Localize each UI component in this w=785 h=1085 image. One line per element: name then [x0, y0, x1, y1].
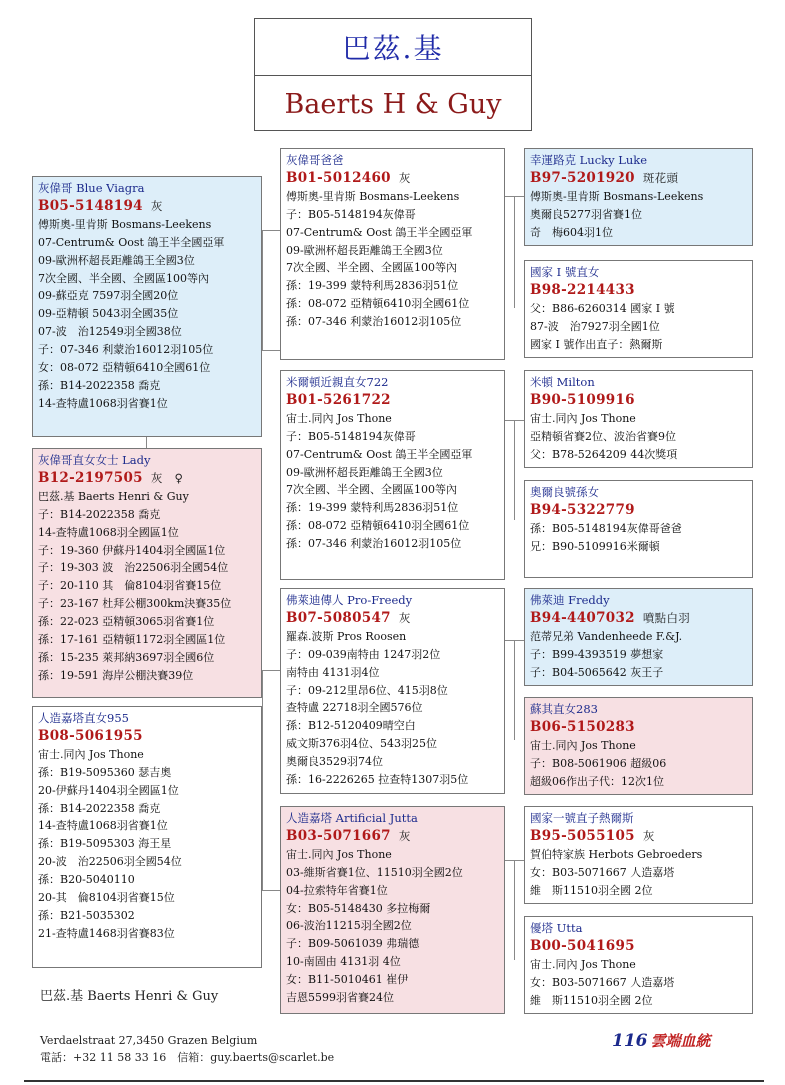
dam-sire-card: [280, 588, 505, 794]
pedigree-title: [254, 18, 532, 131]
record-line: 子：B09-5061039 弗瑞德: [286, 937, 420, 951]
sdd-name: 奧爾良號孫女: [530, 485, 599, 499]
ds-lines: [286, 628, 498, 789]
connector-ds-right-v: [514, 640, 515, 740]
sss-lines: [530, 188, 746, 242]
dss-ring: [530, 610, 746, 628]
dds-color: 灰: [642, 828, 655, 843]
logo-number: 116: [612, 1031, 648, 1051]
record-line: 07-Centrum& Oost 鴿王半全國亞軍: [38, 235, 225, 249]
record-line: 宙士.同內 Jos Thone: [38, 747, 144, 761]
connector-sd-right-v: [514, 420, 515, 520]
record-line: 孫：07-346 利蒙治16012羽105位: [286, 315, 462, 329]
sire-ring-number: B05-5148194: [38, 197, 143, 214]
dd-name: 人造嘉塔 Artificial Jutta: [286, 811, 418, 825]
record-line: 女：B11-5010461 崔伊: [286, 973, 409, 987]
record-line: 子：20-110 其 倫8104羽省賽15位: [38, 579, 222, 593]
sdd-card: [524, 480, 753, 578]
dsd-ring: [530, 719, 746, 737]
ssd-lines: [530, 300, 746, 354]
ds-color: 灰: [398, 610, 411, 625]
title-chinese: 巴茲.基: [255, 19, 531, 76]
record-line: 孫：B21-5035302: [38, 908, 135, 922]
dd-lines: [286, 846, 498, 1007]
dds-ring: [530, 828, 746, 846]
ds-ring: [286, 610, 498, 628]
ds-ring-number: B07-5080547: [286, 609, 391, 626]
dam-dam-ring-number: B08-5061955: [38, 727, 143, 744]
record-line: 孫：17-161 亞精頓1172羽全國區1位: [38, 633, 226, 647]
record-line: 子：09-212里昂6位、415羽8位: [286, 683, 448, 697]
dam-card: [32, 448, 262, 698]
record-line: 09-蘇亞克 7597羽全國20位: [38, 289, 179, 303]
record-line: 20-伊蘇丹1404羽全國區1位: [38, 783, 179, 797]
title-english: Baerts H & Guy: [284, 89, 502, 120]
record-line: 孫：19-399 蒙特利馬2836羽51位: [286, 279, 459, 293]
record-line: 宙士.同內 Jos Thone: [286, 411, 392, 425]
sds-ring: [530, 392, 746, 410]
dss-ring-number: B94-4407032: [530, 609, 635, 626]
ddd-ring: [530, 938, 746, 956]
record-line: 07-波 治12549羽全國38位: [38, 325, 182, 339]
record-line: 7次全國、半全國、全國區100等內: [286, 261, 457, 275]
dam-dam2-card: [280, 806, 505, 1014]
dam-dam-lines: [38, 746, 255, 943]
record-line: 子：B05-5148194灰偉哥: [286, 429, 416, 443]
record-line: 孫：22-023 亞精頓3065羽省賽1位: [38, 615, 215, 629]
connector-sire-ss: [262, 230, 263, 350]
sd-ring-number: B01-5261722: [286, 391, 391, 408]
record-line: 孫：07-346 利蒙治16012羽105位: [286, 537, 462, 551]
record-line: 孫：B12-5120409晴空白: [286, 719, 416, 733]
record-line: 孫：08-072 亞精頓6410羽全國61位: [286, 297, 470, 311]
sire-sire-card: [280, 148, 505, 360]
record-line: 子：23-167 杜拜公棚300km決賽35位: [38, 597, 232, 611]
record-line: 07-Centrum& Oost 鴿王半全國亞軍: [286, 225, 473, 239]
connector-dam-h2: [262, 890, 280, 891]
record-line: 奧爾良5277羽省賽1位: [530, 207, 642, 221]
record-line: 孫：B14-2022358 喬克: [38, 801, 161, 815]
record-line: 孫：19-591 海岸公棚決賽39位: [38, 668, 194, 682]
site-logo: [612, 1030, 711, 1051]
record-line: 子：B08-5061906 超級06: [530, 756, 667, 770]
dsd-lines: [530, 737, 746, 791]
record-line: 吉恩5599羽省賽24位: [286, 991, 394, 1005]
record-line: 父：B86-6260314 國家 I 號: [530, 301, 675, 315]
dam-color: 灰 ♀: [150, 470, 184, 485]
record-line: 09-亞精頓 5043羽全國35位: [38, 307, 179, 321]
ssd-card: [524, 260, 753, 358]
contact-block: [40, 1032, 334, 1066]
ddd-lines: [530, 956, 746, 1010]
record-line: 傅斯奧-里肯斯 Bosmans-Leekens: [286, 189, 460, 203]
record-line: 21-查特盧1468羽省賽83位: [38, 926, 175, 940]
sdd-ring: [530, 502, 746, 520]
sss-card: [524, 148, 753, 246]
record-line: 超級06作出子代：12次1位: [530, 774, 664, 788]
record-line: 國家 I 號作出直子：熱爾斯: [530, 337, 663, 351]
dss-lines: [530, 628, 746, 682]
dam-ring: [38, 470, 255, 488]
ss-lines: [286, 188, 498, 331]
sire-color: 灰: [150, 198, 163, 213]
record-line: 范蒂兄弟 Vandenheede F.&J.: [530, 629, 683, 643]
ss-ring-number: B01-5012460: [286, 169, 391, 186]
connector-ss-right-v: [514, 196, 515, 308]
connector-dam-h1: [262, 670, 280, 671]
record-line: 07-Centrum& Oost 鴿王半全國亞軍: [286, 447, 473, 461]
record-line: 奇 梅604羽1位: [530, 225, 613, 239]
sdd-lines: [530, 520, 746, 556]
sdd-ring-number: B94-5322779: [530, 501, 635, 518]
record-line: 孫：B05-5148194灰偉哥爸爸: [530, 521, 682, 535]
record-line: 巴茲.基 Baerts Henri & Guy: [38, 489, 189, 503]
record-line: 傅斯奧-里肯斯 Bosmans-Leekens: [38, 217, 212, 231]
record-line: 09-歐洲杯超長距離鴿王全國3位: [38, 253, 195, 267]
record-line: 羅森.波斯 Pros Roosen: [286, 629, 407, 643]
dss-color: 噴點白羽: [642, 610, 691, 625]
record-line: 09-歐洲杯超長距離鴿王全國3位: [286, 465, 443, 479]
address: Verdaelstraat 27,3450 Grazen Belgium: [40, 1034, 258, 1047]
phone-email: 電話：+32 11 58 33 16 信箱：guy.baerts@scarlet.be: [40, 1051, 335, 1064]
dd-color: 灰: [398, 828, 411, 843]
record-line: 孫：B19-5095303 海王星: [38, 837, 172, 851]
sds-card: [524, 370, 753, 468]
dam-lines: [38, 488, 255, 685]
ssd-name: 國家 I 號直女: [530, 265, 600, 279]
ss-color: 灰: [398, 170, 411, 185]
ddd-ring-number: B00-5041695: [530, 937, 635, 954]
record-line: 10-南固由 4131羽 4位: [286, 955, 401, 969]
record-line: 宙士.同內 Jos Thone: [530, 738, 636, 752]
record-line: 亞精頓省賽2位、波治省賽9位: [530, 429, 676, 443]
record-line: 兄：B90-5109916米爾頓: [530, 539, 660, 553]
record-line: 孫：08-072 亞精頓6410羽全國61位: [286, 519, 470, 533]
record-line: 14-查特盧1068羽全國區1位: [38, 525, 179, 539]
record-line: 維 斯11510羽全國 2位: [530, 883, 653, 897]
record-line: 孫：B20-5040110: [38, 873, 135, 887]
record-line: 孫：B14-2022358 喬克: [38, 378, 161, 392]
sss-color: 斑花頭: [642, 170, 679, 185]
sire-lines: [38, 216, 255, 413]
ddd-card: [524, 916, 753, 1014]
record-line: 子：B99-4393519 夢想家: [530, 647, 664, 661]
record-line: 子：09-039南特由 1247羽2位: [286, 647, 441, 661]
record-line: 孫：19-399 蒙特利馬2836羽51位: [286, 501, 459, 515]
sd-ring: [286, 392, 498, 410]
dds-lines: [530, 846, 746, 900]
connector-sire-ss-h2: [262, 350, 280, 351]
record-line: 03-維斯省賽1位、11510羽全國2位: [286, 865, 463, 879]
dam-name: 灰偉哥直女女士 Lady: [38, 453, 151, 467]
dsd-name: 蘇其直女283: [530, 702, 598, 716]
connector-sire-ss-h1: [262, 230, 280, 231]
dam-ring-number: B12-2197505: [38, 469, 143, 486]
record-line: 女：B03-5071667 人造嘉塔: [530, 975, 675, 989]
record-line: 南特由 4131羽4位: [286, 665, 380, 679]
record-line: 查特盧 22718羽全國576位: [286, 701, 423, 715]
sss-name: 幸運路克 Lucky Luke: [530, 153, 648, 167]
record-line: 奧爾良3529羽74位: [286, 755, 383, 769]
record-line: 父：B78-5264209 44次獎項: [530, 447, 678, 461]
record-line: 7次全國、半全國、全國區100等內: [286, 483, 457, 497]
connector-dam-ds: [262, 670, 263, 890]
dsd-ring-number: B06-5150283: [530, 718, 635, 735]
dss-card: [524, 588, 753, 686]
record-line: 子：19-303 波 治22506羽全國54位: [38, 561, 229, 575]
sss-ring: [530, 170, 746, 188]
record-line: 06-波治11215羽全國2位: [286, 919, 412, 933]
dss-name: 佛萊迪 Freddy: [530, 593, 610, 607]
record-line: 宙士.同內 Jos Thone: [530, 411, 636, 425]
record-line: 87-波 治7927羽全國1位: [530, 319, 660, 333]
record-line: 維 斯11510羽全國 2位: [530, 993, 653, 1007]
logo-text: 雲端血統: [650, 1032, 711, 1050]
record-line: 子：19-360 伊蘇丹1404羽全國區1位: [38, 543, 226, 557]
sss-ring-number: B97-5201920: [530, 169, 635, 186]
ss-ring: [286, 170, 498, 188]
record-line: 14-查特盧1068羽省賽1位: [38, 396, 168, 410]
dds-name: 國家一號直子熱爾斯: [530, 811, 634, 825]
dds-ring-number: B95-5055105: [530, 827, 635, 844]
record-line: 子：07-346 利蒙治16012羽105位: [38, 343, 214, 357]
record-line: 09-歐洲杯超長距離鴿王全國3位: [286, 243, 443, 257]
connector-dd-right-v: [514, 860, 515, 960]
record-line: 子：B05-5148194灰偉哥: [286, 207, 416, 221]
owner-name: 巴茲.基 Baerts Henri & Guy: [40, 989, 219, 1004]
dsd-card: [524, 697, 753, 795]
record-line: 7次全國、半全國、全國區100等內: [38, 271, 209, 285]
record-line: 子：B04-5065642 灰王子: [530, 665, 664, 679]
record-line: 14-查特盧1068羽省賽1位: [38, 819, 168, 833]
record-line: 女：08-072 亞精頓6410全國61位: [38, 361, 211, 375]
sd-lines: [286, 410, 498, 553]
record-line: 子：B14-2022358 喬克: [38, 507, 161, 521]
record-line: 宙士.同內 Jos Thone: [530, 957, 636, 971]
sds-lines: [530, 410, 746, 464]
sire-name: 灰偉哥 Blue Viagra: [38, 181, 145, 195]
dam-dam-ring: [38, 728, 255, 746]
record-line: 孫：B19-5095360 瑟吉奧: [38, 765, 172, 779]
record-line: 孫：15-235 萊邦納3697羽全國6位: [38, 650, 215, 664]
dam-dam-card: [32, 706, 262, 968]
dd-ring: [286, 828, 498, 846]
sire-ring: [38, 198, 255, 216]
sds-ring-number: B90-5109916: [530, 391, 635, 408]
record-line: 賀伯特家族 Herbots Gebroeders: [530, 847, 703, 861]
sire-dam-card: [280, 370, 505, 580]
ddd-name: 優塔 Utta: [530, 921, 583, 935]
footer-divider: [24, 1080, 764, 1082]
record-line: 20-其 倫8104羽省賽15位: [38, 891, 175, 905]
record-line: 20-波 治22506羽全國54位: [38, 855, 182, 869]
record-line: 女：B03-5071667 人造嘉塔: [530, 865, 675, 879]
ss-name: 灰偉哥爸爸: [286, 153, 344, 167]
record-line: 威文斯376羽4位、543羽25位: [286, 737, 437, 751]
dam-dam-name: 人造嘉塔直女955: [38, 711, 129, 725]
dd-ring-number: B03-5071667: [286, 827, 391, 844]
ssd-ring: [530, 282, 746, 300]
sd-name: 米爾頓近親直女722: [286, 375, 389, 389]
record-line: 宙士.同內 Jos Thone: [286, 847, 392, 861]
ds-name: 佛萊迪傳人 Pro-Freedy: [286, 593, 413, 607]
record-line: 女：B05-5148430 多拉梅爾: [286, 901, 431, 915]
sds-name: 米頓 Milton: [530, 375, 595, 389]
ssd-ring-number: B98-2214433: [530, 281, 635, 298]
sire-card: [32, 176, 262, 437]
record-line: 傅斯奧-里肯斯 Bosmans-Leekens: [530, 189, 704, 203]
record-line: 04-拉索特年省賽1位: [286, 883, 388, 897]
record-line: 孫：16-2226265 拉查特1307羽5位: [286, 773, 469, 787]
connector-sire-dam: [146, 436, 147, 448]
dds-card: [524, 806, 753, 904]
